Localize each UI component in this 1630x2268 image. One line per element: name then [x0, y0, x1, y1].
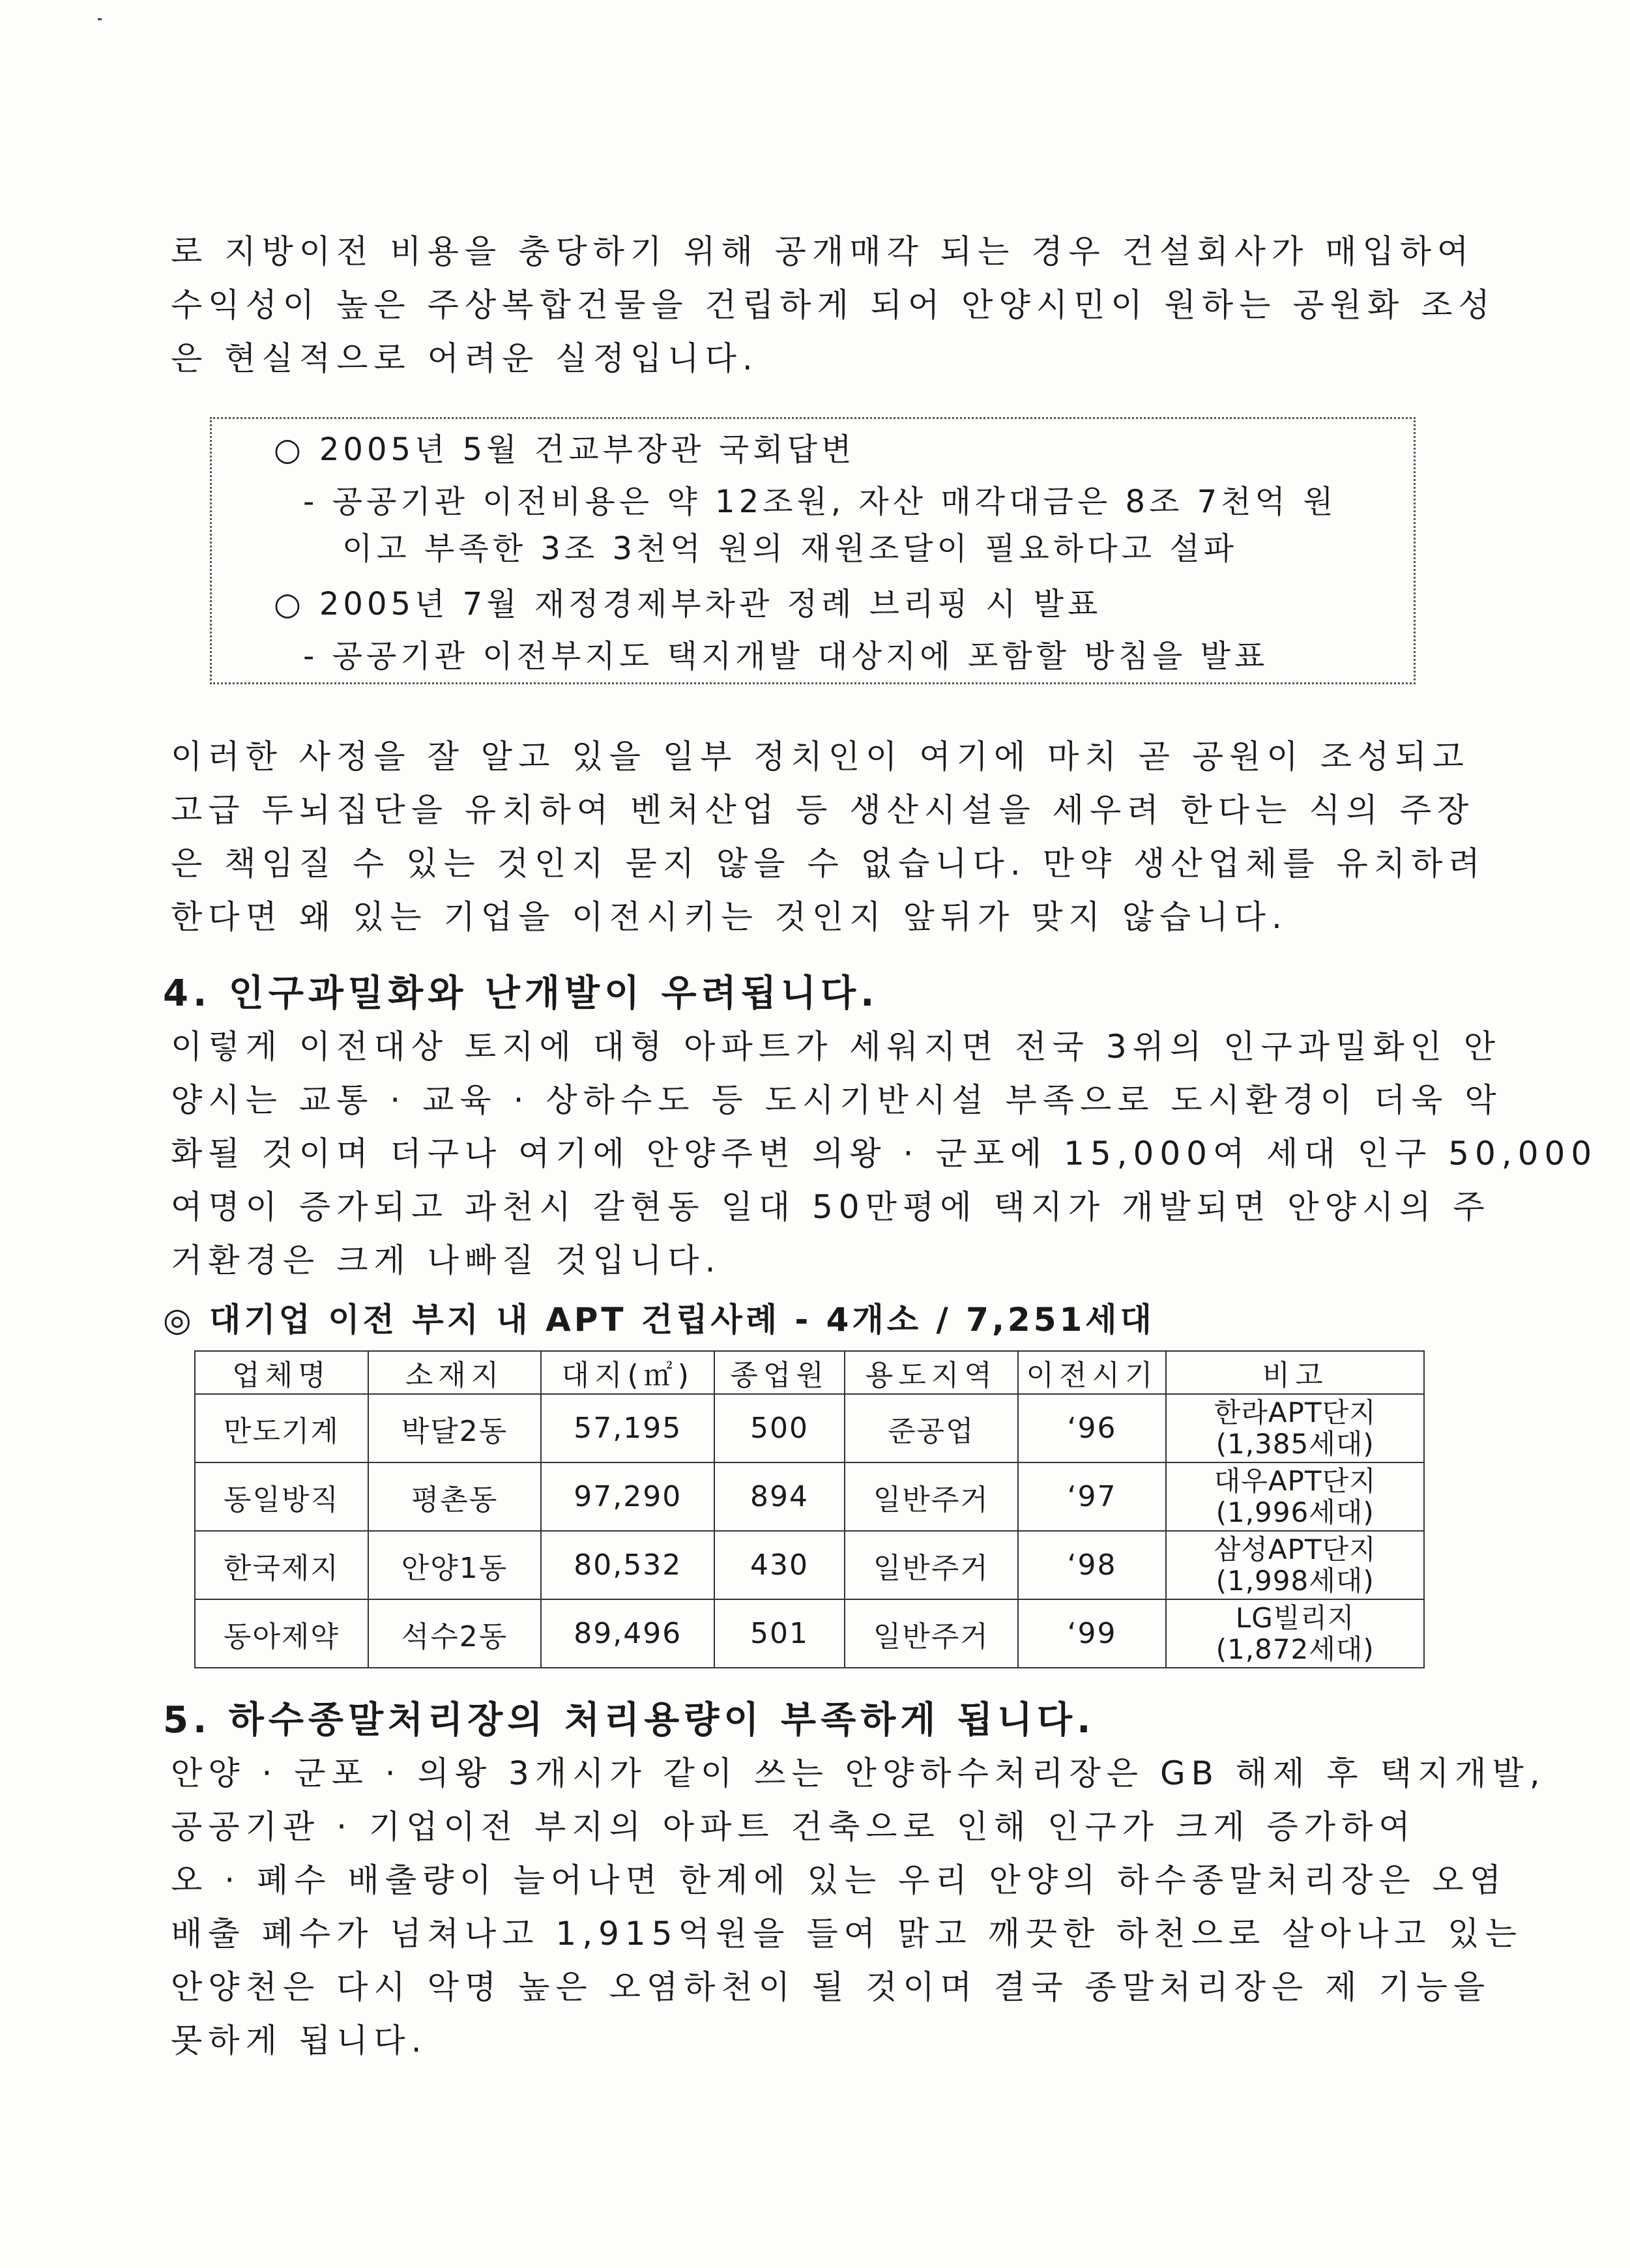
- cell-relocation-year: ‘97: [1018, 1462, 1167, 1531]
- text-line: 오 · 폐수 배출량이 늘어나면 한계에 있는 우리 안양의 하수종말처리장은 오염: [171, 1861, 1507, 1899]
- text-line: 은 현실적으로 어려운 실정입니다.: [171, 340, 759, 377]
- cell-company: 한국제지: [195, 1531, 368, 1599]
- text-line: 못하게 됩니다.: [171, 2022, 428, 2059]
- text-line: 이렇게 이전대상 토지에 대형 아파트가 세워지면 전국 3위의 인구과밀화인 안: [171, 1028, 1502, 1066]
- cell-land-area: 89,496: [541, 1599, 714, 1668]
- cell-company: 동일방직: [195, 1462, 368, 1531]
- text-line: 거환경은 크게 나빠질 것입니다.: [171, 1242, 721, 1279]
- section-4-paragraph: [171, 1020, 1598, 1287]
- cell-employees: 894: [714, 1462, 845, 1531]
- table-row: [195, 1599, 1424, 1668]
- cell-company: 동아제약: [195, 1599, 368, 1668]
- relocation-table: [194, 1350, 1425, 1668]
- cell-zoning: 일반주거: [845, 1599, 1018, 1668]
- text-line: 안양 · 군포 · 의왕 3개시가 같이 쓰는 안양하수처리장은 GB 해제 후 택지개발,: [171, 1754, 1546, 1792]
- section-4-heading: 4. 인구과밀화와 난개발이 우려됩니다.: [163, 972, 879, 1015]
- cell-remarks: LG빌리지 (1,872세대): [1166, 1599, 1424, 1668]
- cell-land-area: 97,290: [541, 1462, 714, 1531]
- cell-location: 평촌동: [368, 1462, 542, 1531]
- table-caption: ◎ 대기업 이전 부지 내 APT 건립사례 - 4개소 / 7,251세대: [163, 1301, 1155, 1339]
- table-row: [195, 1462, 1424, 1531]
- cell-employees: 501: [714, 1599, 845, 1668]
- cell-zoning: 일반주거: [845, 1531, 1018, 1599]
- cell-remarks: 삼성APT단지 (1,998세대): [1166, 1531, 1424, 1599]
- cell-zoning: 일반주거: [845, 1462, 1018, 1531]
- text-line: 한다면 왜 있는 기업을 이전시키는 것인지 앞뒤가 맞지 않습니다.: [171, 898, 1288, 936]
- reference-box: [210, 417, 1416, 684]
- scan-speck: [98, 18, 102, 20]
- text-line: 수익성이 높은 주상복합건물을 건립하게 되어 안양시민이 원하는 공원화 조성: [171, 286, 1496, 324]
- text-line: 공공기관 · 기업이전 부지의 아파트 건축으로 인해 인구가 크게 증가하여: [171, 1808, 1416, 1846]
- cell-zoning: 준공업: [845, 1394, 1018, 1462]
- text-line: 여명이 증가되고 과천시 갈현동 일대 50만평에 택지가 개발되면 안양시의 주: [171, 1188, 1491, 1226]
- text-line: 이러한 사정을 잘 알고 있을 일부 정치인이 여기에 마치 곧 공원이 조성되고: [171, 738, 1470, 776]
- circle-bullet-icon: ○: [274, 586, 305, 622]
- header-relocation-year: 이전시기: [1018, 1351, 1167, 1394]
- cell-company: 만도기계: [195, 1394, 368, 1462]
- table-header-row: [195, 1351, 1424, 1394]
- cell-land-area: 57,195: [541, 1394, 714, 1462]
- cell-location: 안양1동: [368, 1531, 542, 1599]
- header-zoning: 용도지역: [845, 1351, 1018, 1394]
- section-5-paragraph: [171, 1747, 1546, 2067]
- header-company: 업체명: [195, 1351, 368, 1394]
- text-line: 배출 폐수가 넘쳐나고 1,915억원을 들여 맑고 깨끗한 하천으로 살아나고 있는: [171, 1915, 1522, 1953]
- cell-location: 박달2동: [368, 1394, 542, 1462]
- cell-relocation-year: ‘96: [1018, 1394, 1167, 1462]
- cell-relocation-year: ‘99: [1018, 1599, 1167, 1668]
- section-5-heading: 5. 하수종말처리장의 처리용량이 부족하게 됩니다.: [163, 1699, 1096, 1741]
- text-line: 안양천은 다시 악명 높은 오염하천이 될 것이며 결국 종말처리장은 제 기능을: [171, 1968, 1491, 2006]
- box-bullet: ○ 2005년 5월 건교부장관 국회답변: [274, 431, 856, 468]
- circle-bullet-icon: ○: [274, 431, 305, 468]
- table-row: [195, 1531, 1424, 1599]
- intro-paragraph: [171, 225, 1496, 385]
- cell-remarks: 대우APT단지 (1,996세대): [1166, 1462, 1424, 1531]
- header-employees: 종업원: [714, 1351, 845, 1394]
- box-subitem-continued: 이고 부족한 3조 3천억 원의 재원조달이 필요하다고 설파: [342, 531, 1238, 567]
- politicians-paragraph: [171, 730, 1486, 944]
- cell-land-area: 80,532: [541, 1531, 714, 1599]
- text-line: 고급 두뇌집단을 유치하여 벤처산업 등 생산시설을 세우려 한다는 식의 주장: [171, 791, 1475, 829]
- box-bullet: ○ 2005년 7월 재정경제부차관 정례 브리핑 시 발표: [274, 586, 1102, 622]
- text-line: 양시는 교통 · 교육 · 상하수도 등 도시기반시설 부족으로 도시환경이 더욱 악: [171, 1081, 1502, 1119]
- cell-employees: 500: [714, 1394, 845, 1462]
- header-location: 소재지: [368, 1351, 542, 1394]
- cell-remarks: 한라APT단지 (1,385세대): [1166, 1394, 1424, 1462]
- text-line: 은 책임질 수 있는 것인지 묻지 않을 수 없습니다. 만약 생산업체를 유치하려: [171, 845, 1486, 882]
- text-line: 로 지방이전 비용을 충당하기 위해 공개매각 되는 경우 건설회사가 매입하여: [171, 233, 1475, 270]
- table-row: [195, 1394, 1424, 1462]
- box-subitem: - 공공기관 이전부지도 택지개발 대상지에 포함할 방침을 발표: [303, 638, 1269, 675]
- header-remarks: 비고: [1166, 1351, 1424, 1394]
- cell-location: 석수2동: [368, 1599, 542, 1668]
- text-line: 화될 것이며 더구나 여기에 안양주변 의왕 · 군포에 15,000여 세대 인구 50,000: [171, 1135, 1598, 1172]
- cell-relocation-year: ‘98: [1018, 1531, 1167, 1599]
- cell-employees: 430: [714, 1531, 845, 1599]
- header-land-area: 대지(㎡): [541, 1351, 714, 1394]
- box-subitem: - 공공기관 이전비용은 약 12조원, 자산 매각대금은 8조 7천억 원: [303, 484, 1337, 520]
